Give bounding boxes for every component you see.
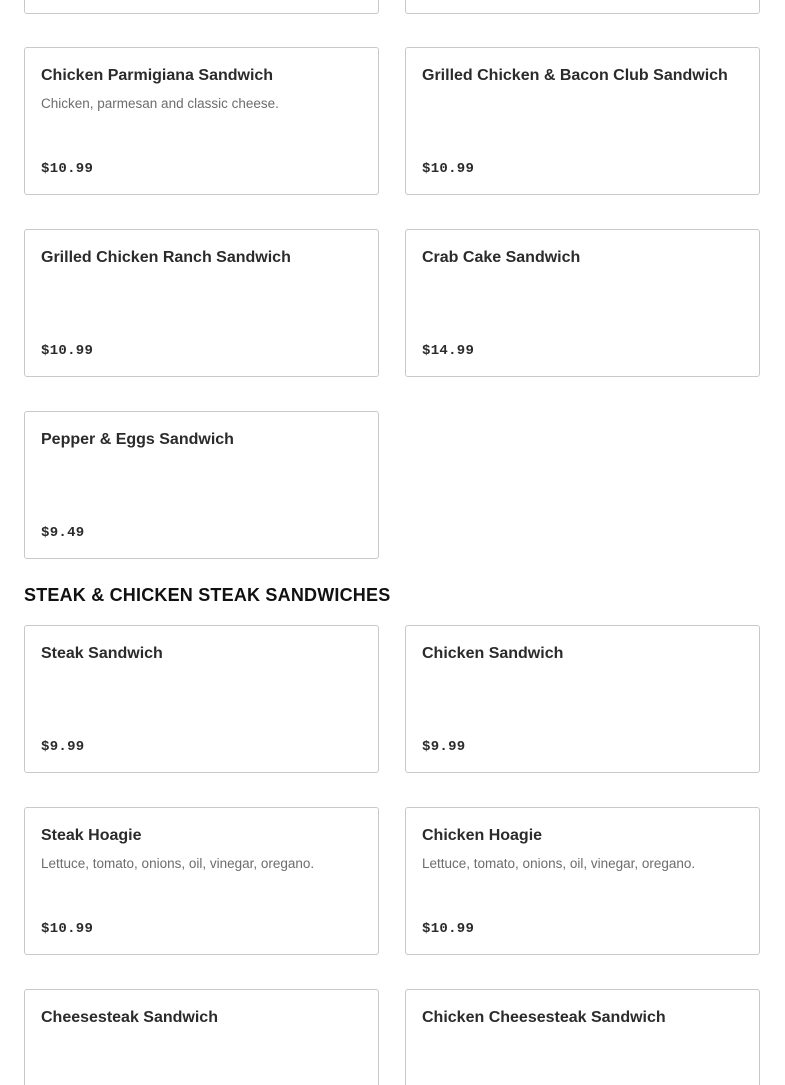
menu-item-price: $9.99 [422,739,466,755]
menu-item-price: $10.99 [41,921,94,937]
menu-item-card[interactable] [405,47,760,195]
menu-item-card[interactable] [405,989,760,1085]
menu-item-card[interactable] [24,47,379,195]
menu-item-description: Lettuce, tomato, onions, oil, vinegar, oregano. [422,856,696,871]
menu-item-card[interactable] [405,625,760,773]
menu-item-card[interactable] [24,0,379,14]
menu-item-name: Steak Hoagie [41,827,142,844]
menu-item-card[interactable] [24,989,379,1085]
menu-item-name: Pepper & Eggs Sandwich [41,431,234,448]
menu-item-price: $10.99 [422,921,475,937]
menu-item-name: Steak Sandwich [41,645,163,662]
menu-item-price: $9.99 [41,739,85,755]
menu-item-name: Grilled Chicken & Bacon Club Sandwich [422,67,728,84]
menu-item-card[interactable] [405,807,760,955]
menu-item-name: Chicken Hoagie [422,827,543,844]
section-title: STEAK & CHICKEN STEAK SANDWICHES [24,585,391,605]
menu-item-price: $10.99 [422,161,475,177]
menu-item-card[interactable] [24,807,379,955]
menu-item-price: $10.99 [41,343,94,359]
menu-item-price: $10.99 [41,161,94,177]
menu-item-price: $14.99 [422,343,475,359]
menu-item-name: Chicken Cheesesteak Sandwich [422,1009,666,1026]
menu-item-card[interactable] [24,229,379,377]
menu-item-name: Chicken Sandwich [422,645,564,662]
menu-item-description: Lettuce, tomato, onions, oil, vinegar, oregano. [41,856,315,871]
menu-item-name: Grilled Chicken Ranch Sandwich [41,249,291,266]
menu-item-name: Chicken Parmigiana Sandwich [41,67,274,84]
menu-item-name: Crab Cake Sandwich [422,249,581,266]
menu-item-card[interactable] [405,229,760,377]
menu-item-card[interactable] [24,625,379,773]
menu-item-price: $9.49 [41,525,85,541]
menu-item-name: Cheesesteak Sandwich [41,1009,218,1026]
menu-item-card[interactable] [405,0,760,14]
menu-item-description: Chicken, parmesan and classic cheese. [41,96,279,111]
menu-item-card[interactable] [24,411,379,559]
